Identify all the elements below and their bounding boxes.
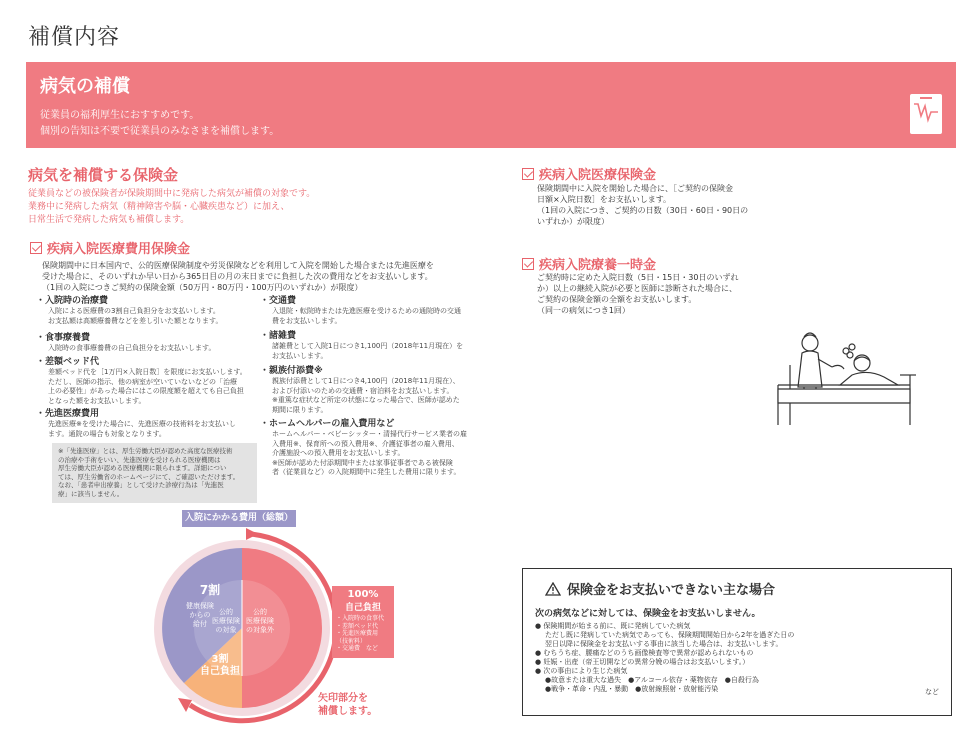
item-desc-line: ※医師が認めた付添期間中または家事従事者である被保険 <box>272 458 453 467</box>
right-item-misc <box>260 330 480 361</box>
banner-line-1: 従業員の福利厚生におすすめです。 <box>40 110 200 121</box>
non-payment-sub: ●戦争・革命・内乱・暴動 ●放射線照射・放射能汚染 <box>545 685 719 693</box>
note-line: の治療や手術をいい、先進医療を受けられる医療機関は <box>58 455 221 464</box>
main-section-heading: 病気を補償する保険金 <box>28 166 179 184</box>
item-desc <box>36 307 261 326</box>
item-desc-line: となった額をお支払いします。 <box>48 396 146 405</box>
item-desc-line: 諸雑費として入院1日につき1,100円（2018年11月現在）を <box>272 342 464 350</box>
right-item-transport <box>260 295 480 326</box>
full-item: ・先進医療費用 <box>336 630 379 637</box>
left-item-meal-cost <box>36 332 261 354</box>
non-payment-item: ● 次の事由により生じた病気 <box>535 667 939 676</box>
item-title: ・ 交通費 <box>260 295 480 307</box>
non-payment-box <box>522 568 952 716</box>
advanced-medical-note <box>52 443 257 503</box>
medical-document-icon <box>910 94 942 134</box>
item-desc-line: ※重篤な症状など所定の状態になった場合で、医師が認めた <box>272 396 460 404</box>
hospital-insurance-heading <box>522 164 656 183</box>
medical-cost-desc <box>42 260 434 293</box>
desc-line: か）以上の継続入院が必要と医師に診断された場合に、 <box>537 284 737 293</box>
item-desc <box>36 344 261 354</box>
item-desc <box>260 430 480 478</box>
non-payment-item: ● むちうち症、腰痛などのうち画像検査等で異常が認められないもの <box>535 649 939 658</box>
lump-sum-heading <box>522 254 656 273</box>
public-desc: 健康保険 <box>186 602 214 610</box>
arrow-note-line: 矢印部分を <box>318 693 368 704</box>
medical-cost-heading <box>30 238 190 257</box>
desc-line: （同一の病気につき1回） <box>537 306 630 315</box>
full-item: ・交通費 など <box>336 645 379 652</box>
full-item: ・入院時の食事代 <box>336 615 385 622</box>
desc-line: 保険期間中に入院を開始した場合に、［ご契約の保険金 <box>537 184 733 193</box>
checkbox-icon <box>30 242 42 254</box>
hospital-insurance-heading-text: 疾病入院医療保険金 <box>539 168 657 183</box>
note-line: ては、厚生労働省のホームページにて、ご確認いただけます。 <box>58 472 240 481</box>
page-title: 補償内容 <box>28 25 121 50</box>
public-inner: 公的 <box>219 608 233 616</box>
item-title: ・ 先進医療費用 <box>36 408 261 420</box>
hospital-bed-illustration <box>770 325 920 435</box>
full-item: ・差額ベッド代 <box>336 622 379 630</box>
checkbox-icon <box>522 258 534 270</box>
item-desc-line: お支払いします。 <box>272 351 328 360</box>
main-intro <box>28 188 315 227</box>
full-pct: 100% <box>347 589 379 600</box>
item-desc-line: 介護施設への預入費用をお支払いします。 <box>272 449 405 457</box>
public-desc: からの <box>189 611 211 619</box>
intro-line: 業務中に発病した病気（精神障害や脳・心臓疾患など）に加え、 <box>28 202 290 212</box>
item-desc-line: 期間に限ります。 <box>272 405 328 414</box>
full-self-pay-box <box>332 586 394 658</box>
item-desc <box>260 377 480 415</box>
item-desc-line: ただし、医師の指示、他の病室が空いていないなどの「治療 <box>48 377 237 386</box>
item-desc-line: 入退院・転院時または先進医療を受けるための通院時の交通 <box>272 307 461 315</box>
illness-banner <box>26 62 956 148</box>
item-title: ・ ホームヘルパーの雇入費用など <box>260 418 480 430</box>
desc-line: （1回の入院につき、ご契約の日数（30日・60日・90日の <box>537 206 749 215</box>
arrow-note <box>318 692 377 718</box>
desc-line: 受けた場合に、そのいずれか早い日から365日目の月の末日までに負担した次の費用などをお支払いします。 <box>42 272 433 281</box>
item-desc-line: 親族付添費として1日につき4,100円（2018年11月現在）、 <box>272 377 460 385</box>
item-title: ・ 入院時の治療費 <box>36 295 261 307</box>
item-desc <box>260 342 480 361</box>
public-inner: 医療保険 <box>212 617 240 625</box>
full-items <box>336 615 390 653</box>
item-desc-line: 入院時の食事療養費の自己負担分をお支払いします。 <box>48 344 216 352</box>
arrow-note-line: 補償します。 <box>318 706 378 717</box>
item-desc <box>260 307 480 326</box>
item-desc-line: ます。通院の場合も対象となります。 <box>48 429 166 438</box>
intro-line: 日常生活で発病した病気も補償します。 <box>28 215 190 225</box>
intro-line: 従業員などの被保険者が保険期間中に発病した病気が補償の対象です。 <box>28 189 316 199</box>
item-desc-line: 上の必要性」があった場合にはこの限度額を超えても自己負担 <box>48 387 244 395</box>
item-desc-line: ホームヘルパー・ベビーシッター・清掃代行サービス業者の雇 <box>272 430 467 438</box>
item-title: ・ 差額ベッド代 <box>36 356 261 368</box>
item-desc-line: 者（従業員など）の入院期間中に発生した費用に限ります。 <box>272 468 461 476</box>
outside-inner: 公的 <box>253 608 267 616</box>
item-desc-line: および付添いのための交通費・宿泊料をお支払いします。 <box>272 386 454 395</box>
public-pct: 7割 <box>199 583 221 597</box>
banner-title: 病気の補償 <box>40 76 130 97</box>
chart-total-cost-label: 入院にかかる費用（総額） <box>182 510 296 527</box>
arrow-head-top <box>246 528 258 540</box>
banner-line-2: 個別の告知は不要で従業員のみなさまを補償します。 <box>40 126 280 137</box>
item-desc <box>36 368 261 406</box>
non-payment-item: ● 保険期間が始まる前に、既に発病していた病気 <box>535 622 939 631</box>
note-line: ※「先進医療」とは、厚生労働大臣が認めた高度な医療技術 <box>58 447 233 455</box>
item-title: ・ 諸雑費 <box>260 330 480 342</box>
desc-line: （1回の入院につきご契約の保険金額（50万円・80万円・100万円のいずれか）が限度） <box>42 283 363 292</box>
outside-inner: 医療保険 <box>246 617 274 625</box>
warning-icon <box>545 582 561 596</box>
non-payment-title-text: 保険金をお支払いできない主な場合 <box>567 583 776 598</box>
item-title: ・ 親族付添費※ <box>260 365 480 377</box>
non-payment-sub: ただし既に発病していた病気であっても、保険期間開始日から2年を過ぎた日の <box>545 631 795 639</box>
checkbox-icon <box>522 168 534 180</box>
item-desc-line: 差額ベッド代を［1万円×入院日数］を限度にお支払いします。 <box>48 368 247 376</box>
non-payment-title <box>545 579 939 598</box>
desc-line: ご契約の保険金額の全額をお支払いします。 <box>537 295 697 304</box>
outside-inner: の対象外 <box>246 626 274 634</box>
non-payment-subtitle: 次の病気などに対しては、保険金をお支払いしません。 <box>535 609 761 619</box>
desc-line: 日額×入院日数］をお支払いします。 <box>537 195 672 204</box>
hospital-insurance-desc <box>537 183 748 227</box>
right-item-home-helper <box>260 418 480 478</box>
self-label: 自己負担 <box>200 666 240 677</box>
lump-sum-heading-text: 疾病入院療養一時金 <box>539 258 657 273</box>
item-title: ・ 食事療養費 <box>36 332 261 344</box>
non-payment-item: ● 妊娠・出産（帝王切開などの異常分娩の場合はお支払いします。） <box>535 658 939 667</box>
self-pct: 3割 <box>211 654 229 665</box>
note-line: 療」に該当しません。 <box>58 489 124 498</box>
note-line: なお、「患者申出療養」として受けた診療行為は「先進医 <box>58 481 224 489</box>
left-item-advanced-medical <box>36 408 261 439</box>
right-item-family-attendance <box>260 365 480 415</box>
item-desc-line: 先進医療※を受けた場合に、先進医療の技術料をお支払いし <box>48 420 236 428</box>
arrow-head-bottom <box>178 698 192 712</box>
full-item: （技術料） <box>336 637 367 645</box>
full-label: 自己負担 <box>344 603 381 613</box>
desc-line: 保険期間中に日本国内で、公的医療保険制度や労災保険などを利用して入院を開始した場合または先進医療を <box>42 261 434 270</box>
non-payment-sub: ●故意または重大な過失 ●アルコール依存・薬物依存 ●自殺行為 <box>545 676 759 684</box>
item-desc-line: お支払額は高額療養費などを差し引いた額となります。 <box>48 316 223 325</box>
item-desc <box>36 420 261 439</box>
public-inner: の対象 <box>215 626 237 634</box>
item-desc-line: 入費用※、保育所への預入費用※、介護従事者の雇入費用、 <box>272 439 459 448</box>
lump-sum-desc <box>537 272 738 316</box>
non-payment-list <box>535 622 939 694</box>
non-payment-etc: など <box>925 688 939 696</box>
desc-line: いずれか）が限度） <box>537 217 609 226</box>
desc-line: ご契約時に定めた入院日数（5日・15日・30日のいずれ <box>537 273 739 282</box>
item-desc-line: 入院による医療費の3割自己負担分をお支払いします。 <box>48 307 220 315</box>
item-desc-line: 費をお支払いします。 <box>272 316 342 325</box>
public-desc: 給付 <box>193 620 207 628</box>
note-line: 厚生労働大臣が認める医療機関に限られます。詳細につい <box>58 464 227 472</box>
left-item-hospital-treatment <box>36 295 261 326</box>
non-payment-sub: 翌日以降に保険金をお支払いする事由に該当した場合は、お支払いします。 <box>545 640 783 648</box>
left-item-bed-fee <box>36 356 261 406</box>
medical-cost-heading-text: 疾病入院医療費用保険金 <box>47 242 191 257</box>
